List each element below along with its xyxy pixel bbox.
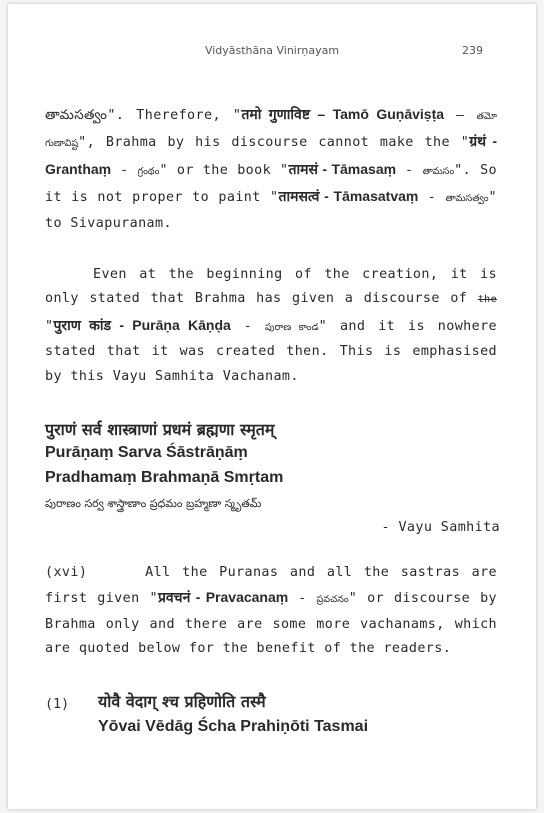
text: Even at the beginning of the creation, it is only stated that Brahma has given a discourse of (45, 267, 497, 307)
term-tamasam: तामसं - Tāmasaṃ (288, 160, 397, 177)
verse-source: - Vayu Samhita (381, 520, 500, 535)
text: - (396, 162, 423, 178)
paragraph-xvi (45, 561, 506, 662)
item-number: (1) (45, 697, 70, 712)
text: – (444, 108, 477, 123)
verse-telugu: పురాణం సర్వ శాస్త్రాణాం ప్రధమం బ్రహ్మణా స్మృతమ్ (45, 497, 262, 510)
term-grantham: ग्रंथं - Granthaṃ (45, 133, 497, 177)
text: - (288, 591, 317, 607)
struck-word: the (477, 294, 497, 306)
verse-devanagari: पुराणं सर्व शास्त्राणां प्रधमं ब्रह्मणा स्मृतम् (45, 420, 275, 439)
text: " to Sivapuranam. (45, 190, 497, 231)
text: (xvi) All the Puranas and all the sastras are first given " (45, 565, 506, 607)
text: " or discourse by Brahma only and there are some more vachanams, which are quoted below for the benefit of the readers. (45, 591, 497, 657)
term-pravacanam: प्रवचनं - Pravacanaṃ (157, 589, 289, 606)
telugu-term: తామసం (422, 165, 455, 177)
paragraph-creation (45, 263, 497, 389)
verse-transliteration-line1: Purāṇaṃ Sarva Śāstrāṇāṃ (45, 444, 248, 461)
text: - (111, 162, 138, 178)
text: " and it is nowhere stated that it was created then. This is emphasised by this Vayu Samhita Vachanam. (45, 318, 498, 384)
text: - (418, 190, 446, 206)
term-tamo-gunavista: तमो गुणाविष्ट – Tamō Guṇāviṣṭa (241, 106, 445, 122)
telugu-term: పురాణ కాండ (265, 321, 319, 333)
item-transliteration: Yōvai Vēdāg Ścha Prahiṇōti Tasmai (98, 718, 369, 735)
running-header-title: Vidyāsthāna Vinirṇayam (204, 44, 340, 57)
telugu-term: ప్రవచనం (316, 594, 349, 606)
text: ", Brahma by his discourse cannot make the " (78, 135, 470, 151)
item-devanagari: योवै वेदाग् श्च प्रहिणोति तस्मै (98, 692, 266, 711)
text: - (230, 318, 266, 334)
telugu-term: తామసత్వం (445, 193, 489, 205)
text: " (45, 318, 54, 334)
text: ". So it is not proper to paint " (45, 162, 497, 206)
page-number: 239 (462, 44, 483, 57)
text: తామసత్వం". Therefore, " (45, 108, 242, 123)
paragraph-tamasatvam (45, 102, 497, 236)
telugu-term: తమో గుణావిష్ట (45, 111, 498, 150)
verse-transliteration-line2: Pradhamaṃ Brahmaṇā Smṛtam (45, 469, 284, 486)
term-tamasatvam: तामसत्वं - Tāmasatvaṃ (278, 188, 419, 205)
term-purana-kanda: पुराण कांड - Purāṇa Kāṇḍa (53, 316, 231, 333)
text: " or the book " (159, 162, 289, 178)
telugu-term: గ్రంథం (137, 165, 160, 177)
